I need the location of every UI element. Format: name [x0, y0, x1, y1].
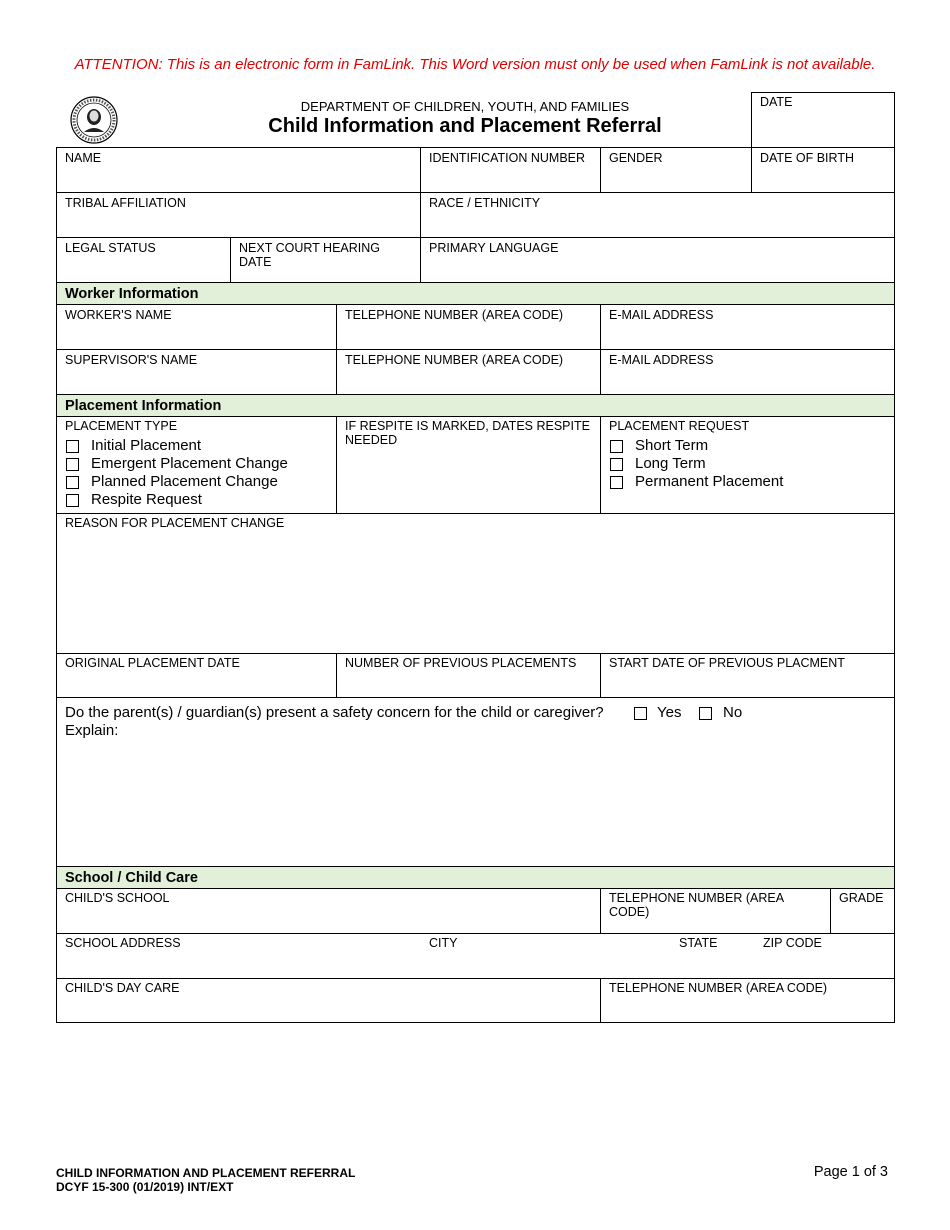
grade-field[interactable] — [830, 888, 895, 934]
start-date-previous-placement-field[interactable] — [600, 653, 895, 698]
placement-request-field — [600, 416, 895, 514]
gender-field[interactable] — [600, 147, 752, 193]
date-of-birth-label: DATE OF BIRTH — [760, 151, 854, 165]
original-placement-date-field[interactable] — [56, 653, 337, 698]
initial-placement-option: Initial Placement — [91, 437, 202, 454]
zip-code-label: ZIP CODE — [763, 936, 822, 950]
childs-day-care-field[interactable] — [56, 978, 601, 1023]
worker-section-header: Worker Information — [56, 282, 895, 305]
page-number: Page 1 of 3 — [813, 1164, 888, 1180]
long-term-checkbox[interactable] — [610, 458, 623, 471]
department-name: DEPARTMENT OF CHILDREN, YOUTH, AND FAMILIES — [300, 99, 630, 114]
race-ethnicity-field[interactable] — [420, 192, 895, 238]
name-field[interactable] — [56, 147, 421, 193]
childs-school-label: CHILD'S SCHOOL — [65, 891, 170, 905]
safety-concern-question: Do the parent(s) / guardian(s) present a safety concern for the child or caregiver? — [65, 704, 604, 721]
placement-type-field — [56, 416, 337, 514]
tribal-affiliation-label: TRIBAL AFFILIATION — [65, 196, 186, 210]
short-term-checkbox[interactable] — [610, 440, 623, 453]
race-ethnicity-label: RACE / ETHNICITY — [429, 196, 541, 210]
identification-number-field[interactable] — [420, 147, 601, 193]
reason-for-placement-change-label: REASON FOR PLACEMENT CHANGE — [65, 516, 285, 530]
permanent-placement-checkbox[interactable] — [610, 476, 623, 489]
number-of-previous-placements-field[interactable] — [336, 653, 601, 698]
date-label: DATE — [760, 95, 793, 109]
school-address-label: SCHOOL ADDRESS — [65, 936, 181, 950]
short-term-option: Short Term — [635, 437, 709, 454]
reason-for-placement-change-field[interactable] — [56, 513, 895, 654]
date-of-birth-field[interactable] — [751, 147, 895, 193]
initial-placement-checkbox[interactable] — [66, 440, 79, 453]
state-label: STATE — [679, 936, 718, 950]
emergent-placement-change-option: Emergent Placement Change — [91, 455, 288, 472]
city-label: CITY — [429, 936, 458, 950]
supervisors-name-field[interactable] — [56, 349, 337, 395]
school-section-header: School / Child Care — [56, 866, 895, 889]
footer-form-code: DCYF 15-300 (01/2019) INT/EXT — [56, 1180, 234, 1194]
attention-notice: ATTENTION: This is an electronic form in FamLink. This Word version must only be used when FamLink is not available. — [74, 56, 876, 73]
explain-label: Explain: — [65, 722, 119, 739]
supervisor-email-label: E-MAIL ADDRESS — [609, 353, 714, 367]
safety-concern-field[interactable] — [56, 697, 895, 867]
placement-type-label: PLACEMENT TYPE — [65, 419, 178, 433]
school-telephone-field[interactable] — [600, 888, 831, 934]
school-telephone-label: TELEPHONE NUMBER (AREA CODE) — [609, 891, 784, 919]
planned-placement-change-option: Planned Placement Change — [91, 473, 278, 490]
placement-section-header: Placement Information — [56, 394, 895, 417]
school-address-field[interactable] — [56, 933, 895, 979]
respite-dates-field[interactable] — [336, 416, 601, 514]
next-court-hearing-date-field[interactable] — [230, 237, 421, 283]
form-title: Child Information and Placement Referral — [268, 115, 662, 137]
workers-name-label: WORKER'S NAME — [65, 308, 172, 322]
day-care-telephone-field[interactable] — [600, 978, 895, 1023]
legal-status-label: LEGAL STATUS — [65, 241, 156, 255]
identification-number-label: IDENTIFICATION NUMBER — [429, 151, 586, 165]
form-grid — [56, 0, 895, 1230]
safety-no-checkbox[interactable] — [699, 707, 712, 720]
emergent-placement-change-checkbox[interactable] — [66, 458, 79, 471]
original-placement-date-label: ORIGINAL PLACEMENT DATE — [65, 656, 240, 670]
long-term-option: Long Term — [635, 455, 706, 472]
respite-request-option: Respite Request — [91, 491, 202, 508]
name-label: NAME — [65, 151, 102, 165]
respite-dates-label: IF RESPITE IS MARKED, DATES RESPITE NEEDED — [345, 419, 590, 447]
footer-form-name: CHILD INFORMATION AND PLACEMENT REFERRAL — [56, 1166, 356, 1180]
permanent-placement-option: Permanent Placement — [635, 473, 784, 490]
legal-status-field[interactable] — [56, 237, 231, 283]
next-court-hearing-date-label: NEXT COURT HEARING DATE — [239, 241, 380, 269]
number-of-previous-placements-label: NUMBER OF PREVIOUS PLACEMENTS — [345, 656, 577, 670]
primary-language-field[interactable] — [420, 237, 895, 283]
supervisors-name-label: SUPERVISOR'S NAME — [65, 353, 198, 367]
worker-telephone-field[interactable] — [336, 304, 601, 350]
supervisor-telephone-label: TELEPHONE NUMBER (AREA CODE) — [345, 353, 564, 367]
safety-yes-checkbox[interactable] — [634, 707, 647, 720]
workers-name-field[interactable] — [56, 304, 337, 350]
worker-telephone-label: TELEPHONE NUMBER (AREA CODE) — [345, 308, 564, 322]
respite-request-checkbox[interactable] — [66, 494, 79, 507]
childs-day-care-label: CHILD'S DAY CARE — [65, 981, 180, 995]
grade-label: GRADE — [839, 891, 884, 905]
safety-yes-label: Yes — [657, 704, 682, 721]
worker-email-field[interactable] — [600, 304, 895, 350]
worker-email-label: E-MAIL ADDRESS — [609, 308, 714, 322]
supervisor-email-field[interactable] — [600, 349, 895, 395]
planned-placement-change-checkbox[interactable] — [66, 476, 79, 489]
gender-label: GENDER — [609, 151, 663, 165]
childs-school-field[interactable] — [56, 888, 601, 934]
safety-no-label: No — [723, 704, 743, 721]
tribal-affiliation-field[interactable] — [56, 192, 421, 238]
day-care-telephone-label: TELEPHONE NUMBER (AREA CODE) — [609, 981, 828, 995]
start-date-previous-placement-label: START DATE OF PREVIOUS PLACMENT — [609, 656, 845, 670]
date-field[interactable] — [751, 92, 895, 148]
placement-request-label: PLACEMENT REQUEST — [609, 419, 750, 433]
footer-form-info — [56, 1166, 355, 1194]
primary-language-label: PRIMARY LANGUAGE — [429, 241, 559, 255]
supervisor-telephone-field[interactable] — [336, 349, 601, 395]
